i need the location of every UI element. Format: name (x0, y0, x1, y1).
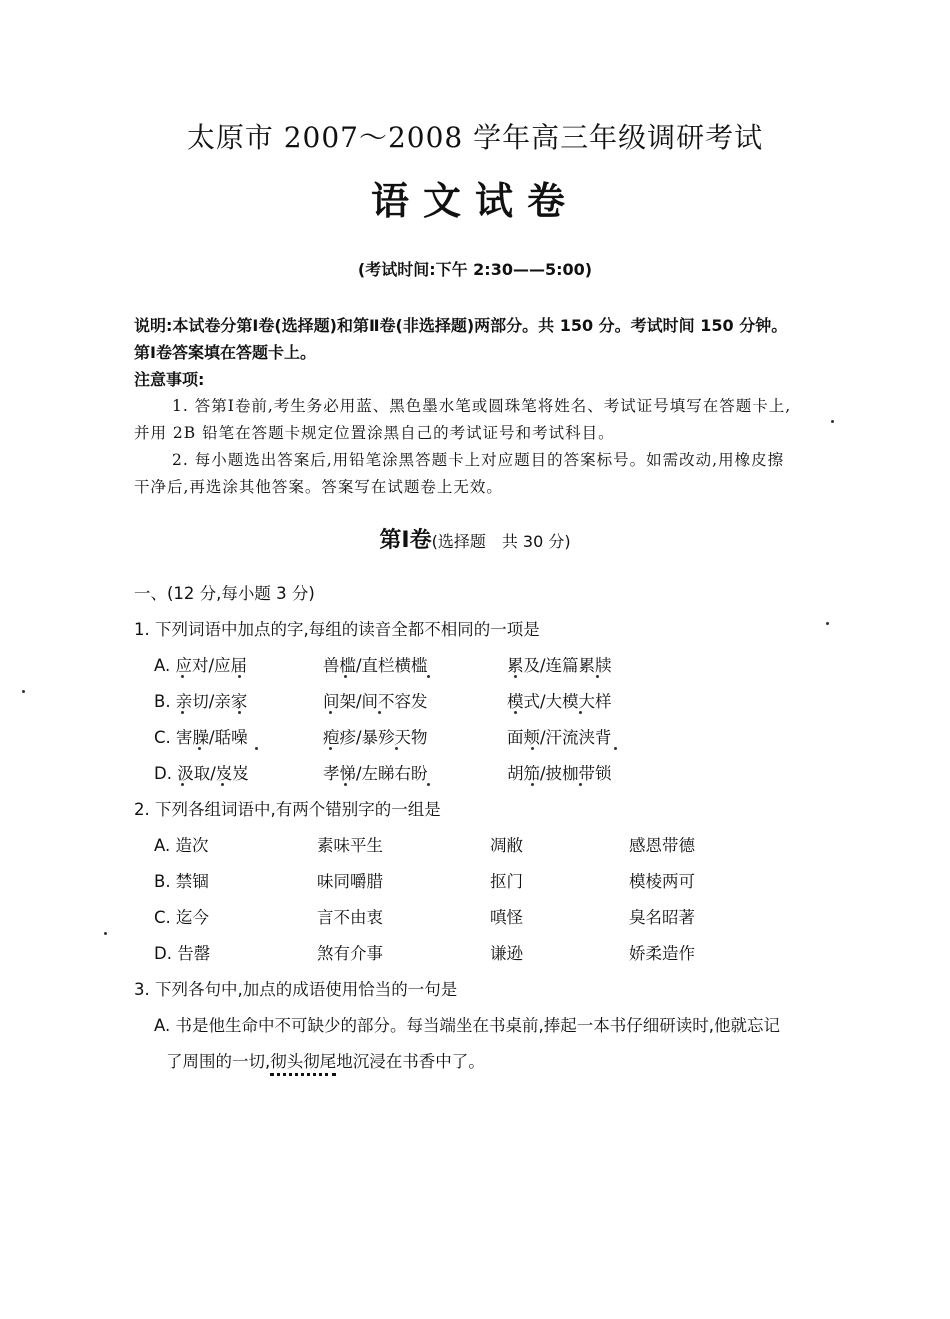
scan-speck (826, 622, 829, 625)
emphasis-dot (344, 783, 347, 786)
emphasis-dot (596, 675, 599, 678)
scan-speck (104, 932, 107, 935)
note-1-line-b: 并用 2B 铅笔在答题卡规定位置涂黑自己的考试证号和考试科目。 (134, 424, 615, 442)
emphasis-dot (514, 711, 517, 714)
emphasis-dot (514, 675, 517, 678)
emphasis-dot (255, 747, 258, 750)
q2-option-c-col3: 嗔怪 (490, 908, 523, 927)
q1-option-c-col2: 疱疹/暴殄天物 (323, 728, 428, 747)
q3-option-a-line-1: A. 书是他生命中不可缺少的部分。每当端坐在书桌前,捧起一本书仔细研读时,他就忘记 (154, 1016, 780, 1035)
q1-option-b-col1: B. 亲切/亲家 (154, 692, 248, 711)
scan-speck (22, 690, 25, 693)
q2-option-b-col3: 抠门 (490, 872, 523, 891)
section-heading (0, 523, 950, 554)
q3-option-a-text-post: 地沉浸在书香中了。 (336, 1052, 485, 1071)
q2-option-c-col4: 臭名昭著 (629, 908, 695, 927)
instructions-line-1: 说明:本试卷分第Ⅰ卷(选择题)和第Ⅱ卷(非选择题)两部分。共 150 分。考试时间 150 分钟。 (134, 316, 788, 335)
q3-option-a-text-pre: 了周围的一切, (166, 1052, 271, 1071)
exam-title: 太原市 2007～2008 学年高三年级调研考试 (186, 121, 764, 154)
q2-option-b-col1: B. 禁锢 (154, 872, 209, 891)
q2-option-a-col4: 感恩带德 (629, 836, 695, 855)
emphasis-dot (579, 783, 582, 786)
emphasis-dot (531, 783, 534, 786)
q1-option-a-col1: A. 应对/应届 (154, 656, 248, 675)
subject-title: 语文试卷 (370, 179, 579, 223)
emphasis-dot (198, 747, 201, 750)
q1-option-b-col3: 模式/大模大样 (507, 692, 612, 711)
q2-stem: 2. 下列各组词语中,有两个错别字的一组是 (134, 800, 441, 819)
q1-stem: 1. 下列词语中加点的字,每组的读音全都不相同的一项是 (134, 620, 540, 639)
emphasis-dot (378, 711, 381, 714)
q1-option-a-col2: 兽槛/直栏横槛 (323, 656, 428, 675)
scan-speck (831, 420, 834, 423)
q2-option-d-col1: D. 告罄 (154, 944, 211, 963)
emphasis-dot (329, 711, 332, 714)
q2-option-d-col3: 谦逊 (490, 944, 523, 963)
q2-option-b-col2: 味同嚼腊 (317, 872, 383, 891)
emphasis-dot (238, 711, 241, 714)
q3-option-a-line-2 (166, 1048, 485, 1072)
q2-option-c-col1: C. 迄今 (154, 908, 210, 927)
emphasis-dot (531, 747, 534, 750)
emphasis-dot (579, 711, 582, 714)
q2-option-d-col4: 娇柔造作 (629, 944, 695, 963)
emphasis-dot (614, 747, 617, 750)
q2-option-a-col2: 素味平生 (317, 836, 383, 855)
q2-option-b-col4: 模棱两可 (629, 872, 695, 891)
emphasis-dot (329, 747, 332, 750)
q1-option-b-col2: 间架/间不容发 (323, 692, 428, 711)
notice-heading: 注意事项: (134, 370, 205, 389)
emphasis-dot (181, 783, 184, 786)
emphasis-dot (395, 747, 398, 750)
emphasis-dot (238, 675, 241, 678)
q2-option-c-col2: 言不由衷 (317, 908, 383, 927)
q1-option-d-col2: 孝悌/左睇右盼 (323, 764, 428, 783)
emphasis-dot (344, 675, 347, 678)
part-heading: 一、(12 分,每小题 3 分) (134, 584, 315, 603)
emphasis-dot (221, 783, 224, 786)
instructions-line-2: 第Ⅰ卷答案填在答题卡上。 (134, 343, 316, 362)
exam-time: (考试时间:下午 2:30——5:00) (357, 260, 593, 279)
q2-option-d-col2: 煞有介事 (317, 944, 383, 963)
section-title: 第Ⅰ卷 (379, 528, 432, 553)
q2-option-a-col3: 凋敝 (490, 836, 523, 855)
q2-option-a-col1: A. 造次 (154, 836, 209, 855)
q3-dotted-idiom: 彻头彻尾 (270, 1052, 336, 1076)
note-2-line-a: 2. 每小题选出答案后,用铅笔涂黑答题卡上对应题目的答案标号。如需改动,用橡皮擦 (172, 451, 785, 469)
q1-option-d-col3: 胡笳/披枷带锁 (507, 764, 612, 783)
note-2-line-b: 干净后,再选涂其他答案。答案写在试题卷上无效。 (134, 478, 503, 496)
note-1-line-a: 1. 答第Ⅰ卷前,考生务必用蓝、黑色墨水笔或圆珠笔将姓名、考试证号填写在答题卡上, (172, 397, 792, 415)
q1-option-a-col3: 累及/连篇累牍 (507, 656, 612, 675)
q1-option-d-col1: D. 汲取/岌岌 (154, 764, 249, 783)
section-subtitle: (选择题 共 30 分) (431, 532, 571, 551)
q1-option-c-col1: C. 害臊/聒噪 (154, 728, 248, 747)
emphasis-dot (427, 783, 430, 786)
emphasis-dot (181, 675, 184, 678)
emphasis-dot (181, 711, 184, 714)
q3-stem: 3. 下列各句中,加点的成语使用恰当的一句是 (134, 980, 458, 999)
q1-option-c-col3: 面颊/汗流浃背 (507, 728, 612, 747)
emphasis-dot (427, 675, 430, 678)
